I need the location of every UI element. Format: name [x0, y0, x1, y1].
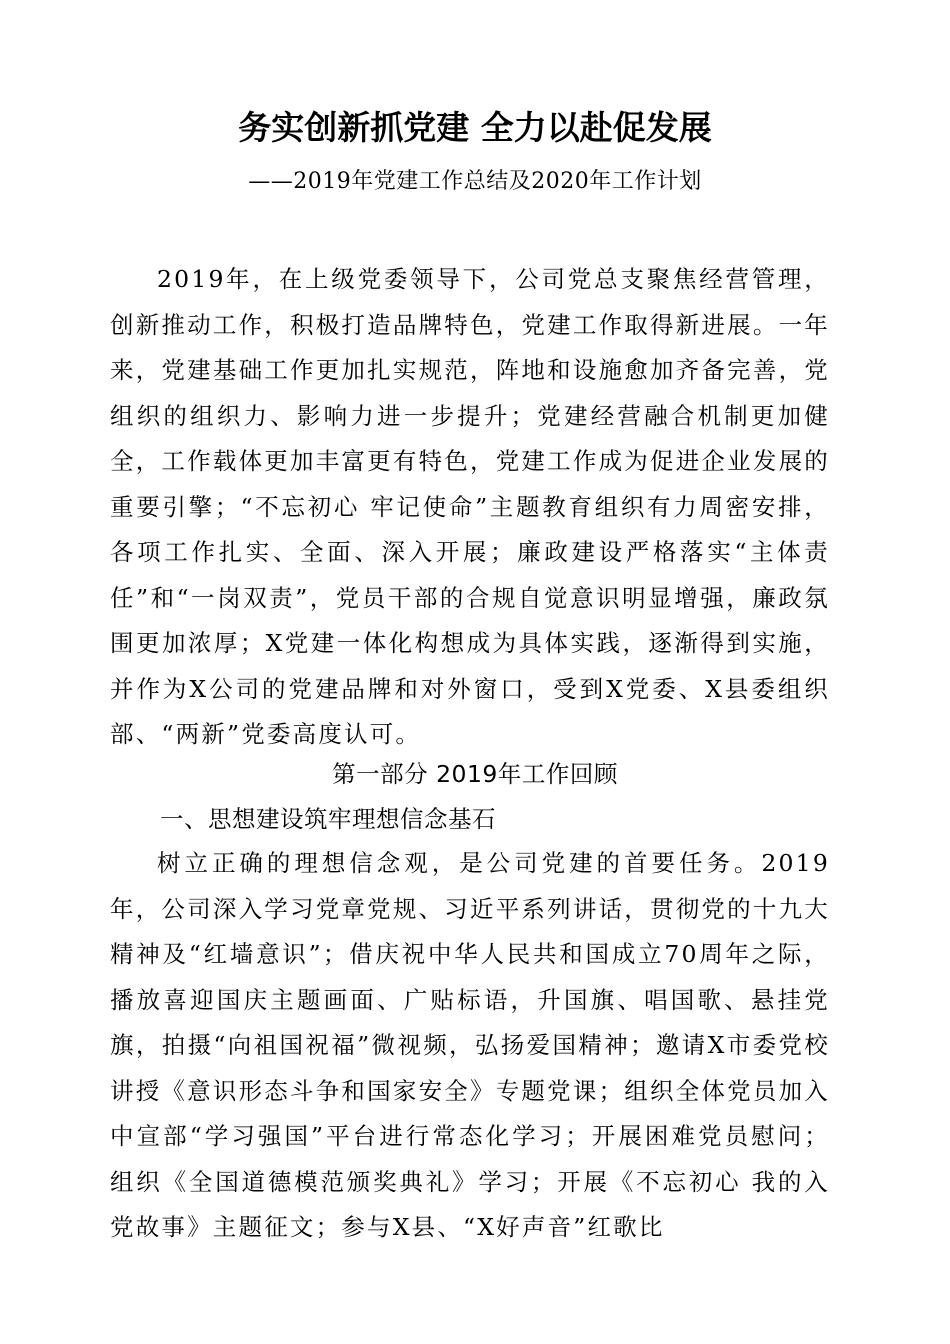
section-heading: 一、思想建设筑牢理想信念基石	[160, 805, 496, 833]
document-title: 务实创新抓党建 全力以赴促发展	[238, 108, 712, 147]
section-paragraph: 树立正确的理想信念观，是公司党建的首要任务。2019年，公司深入学习党章党规、习近平系列讲话，贯彻党的十九大精神及“红墙意识”；借庆祝中华人民共和国成立70周年之际，播放喜迎国庆主题画面、广贴标语，升国旗、唱国歌、悬挂党旗，拍摄“向祖国祝福”微视频，弘扬爱国精神；邀请X市委党校讲授《意识形态斗争和国家安全》专题党课；组织全体党员加入中宣部“学习强国”平台进行常态化学习；开展困难党员慰问；组织《全国道德模范颁奖典礼》学习；开展《不忘初心 我的入党故事》主题征文；参与X县、“X好声音”红歌比	[110, 849, 830, 1241]
document-subtitle: ——2019年党建工作总结及2020年工作计划	[248, 169, 702, 194]
part-heading: 第一部分 2019年工作回顾	[332, 760, 618, 788]
intro-paragraph: 2019年，在上级党委领导下，公司党总支聚焦经营管理，创新推动工作，积极打造品牌特色，党建工作取得新进展。一年来，党建基础工作更加扎实规范，阵地和设施愈加齐备完善，党组织的组织力、影响力进一步提升；党建经营融合机制更加健全，工作载体更加丰富更有特色，党建工作成为促进企业发展的重要引擎；“不忘初心 牢记使命”主题教育组织有力周密安排，各项工作扎实、全面、深入开展；廉政建设严格落实“主体责任”和“一岗双责”，党员干部的合规自觉意识明显增强，廉政氛围更加浓厚；X党建一体化构想成为具体实践，逐渐得到实施，并作为X公司的党建品牌和对外窗口，受到X党委、X县委组织部、“两新”党委高度认可。	[110, 265, 830, 748]
